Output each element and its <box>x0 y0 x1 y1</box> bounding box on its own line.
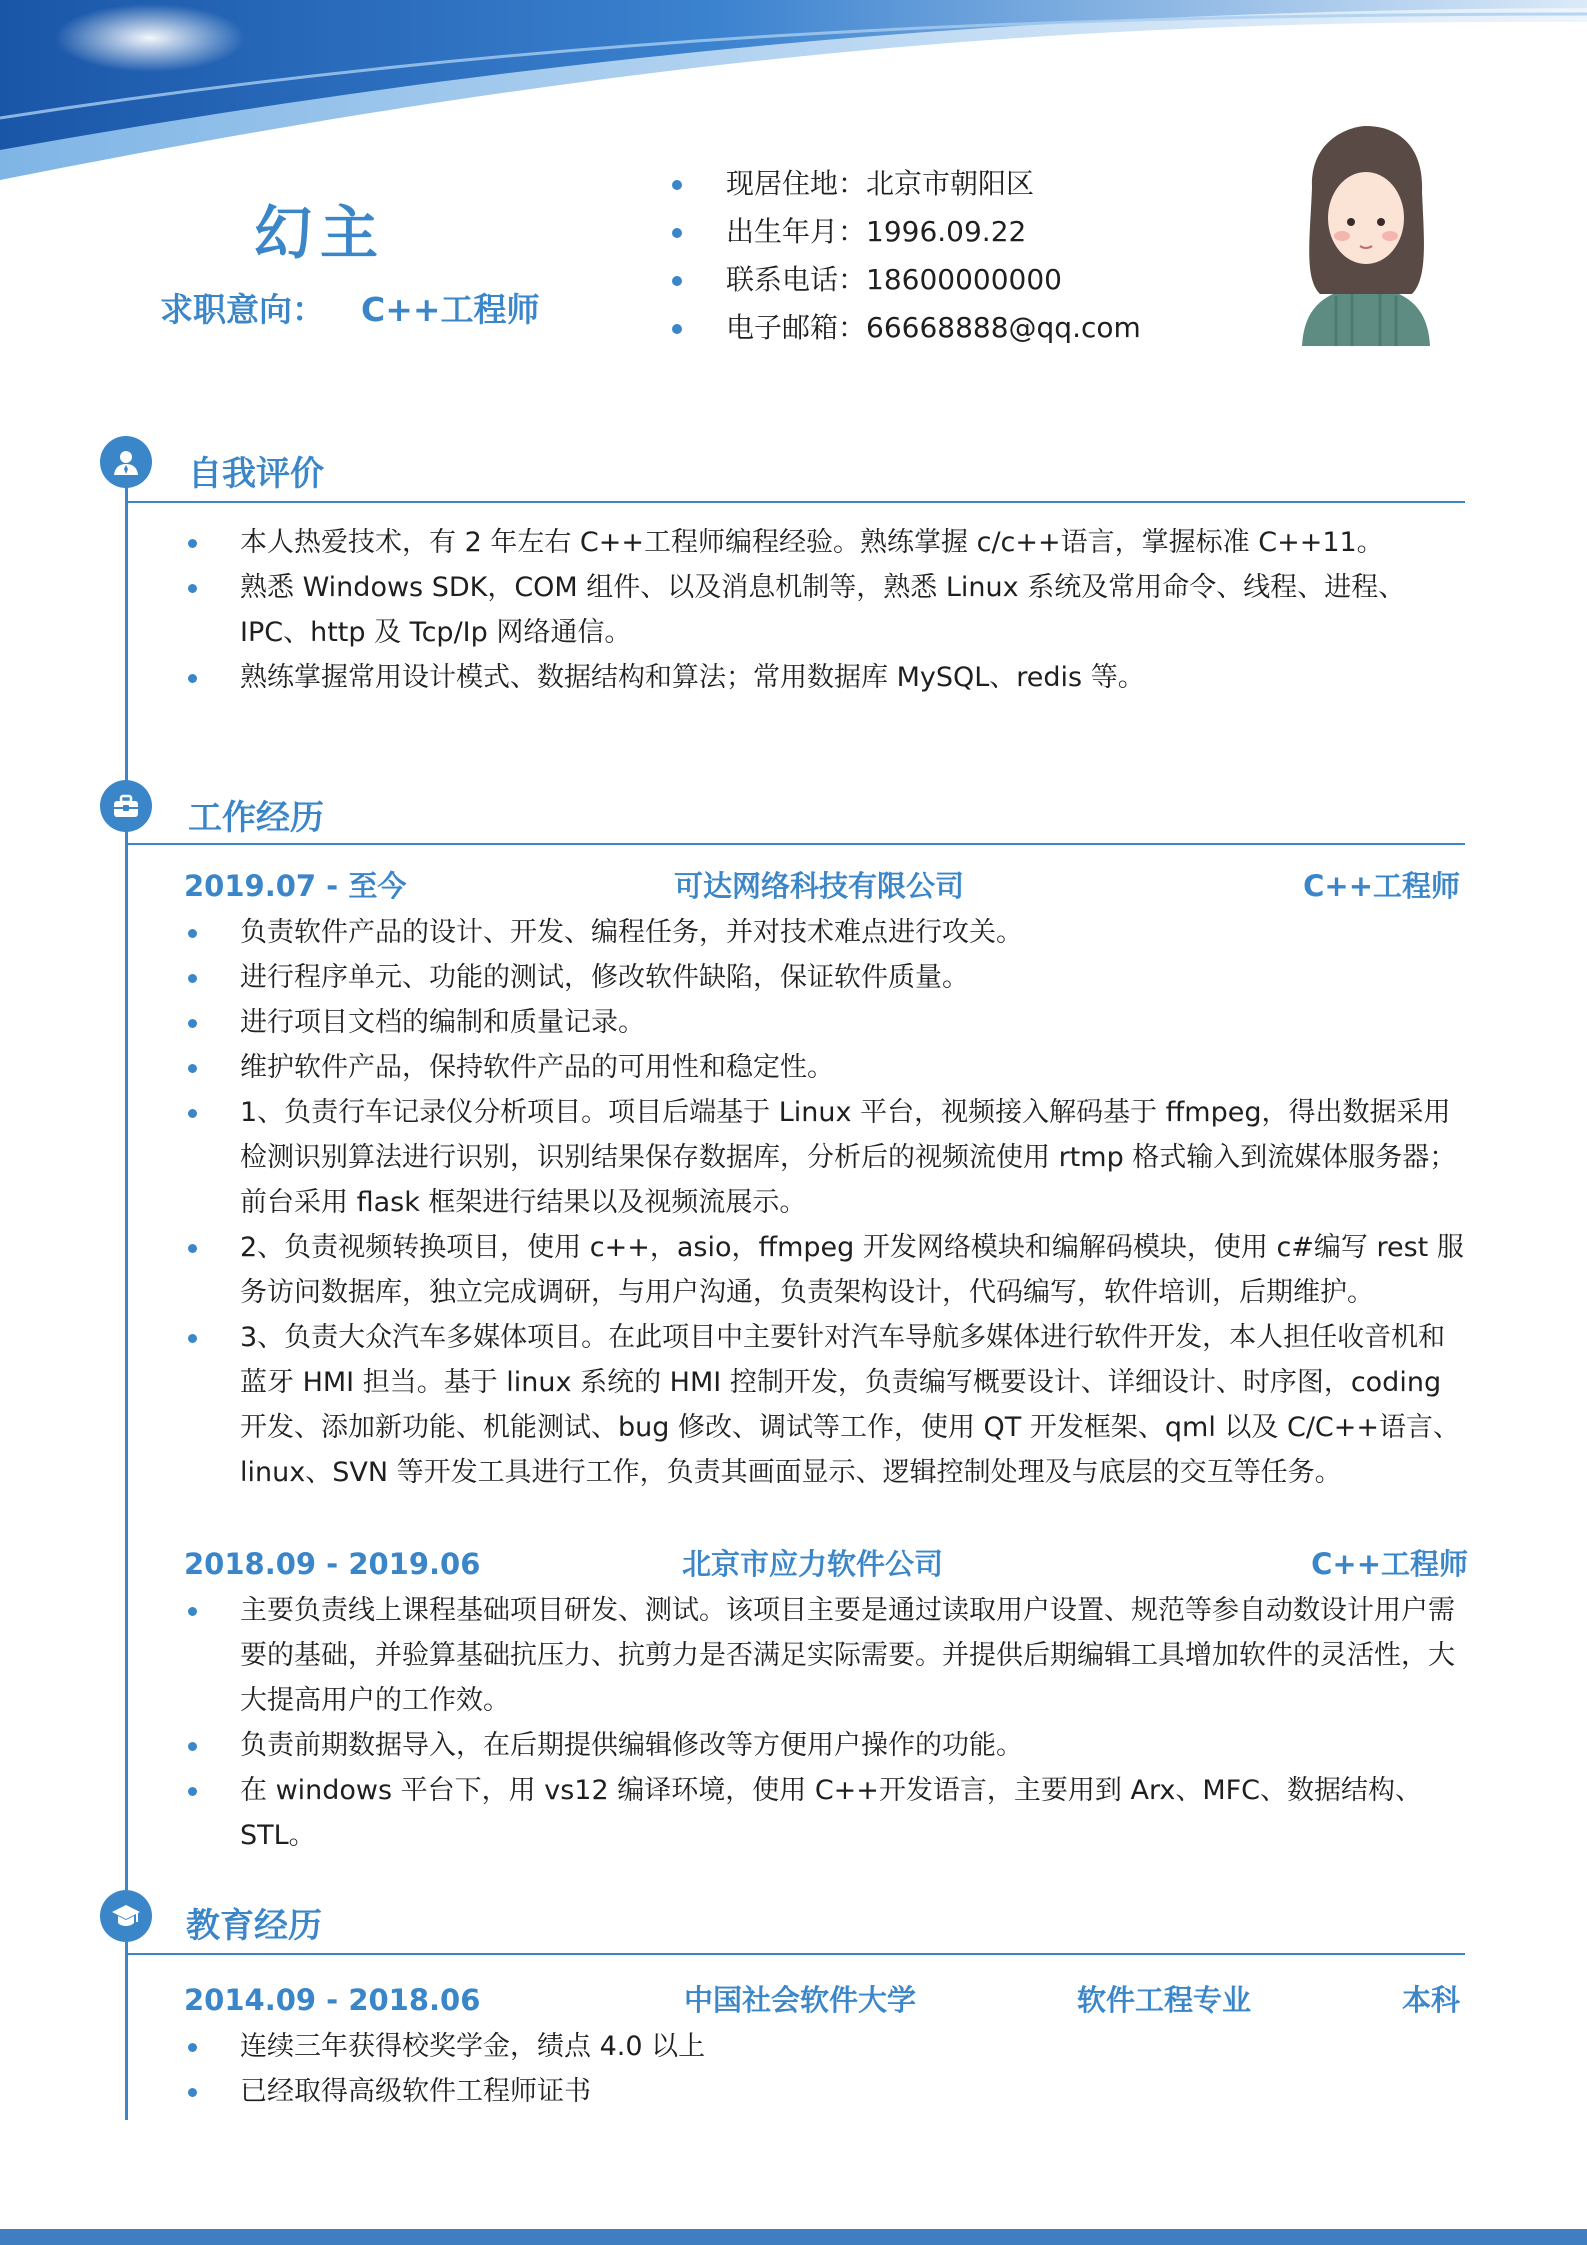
section-divider <box>128 843 1465 845</box>
self-evaluation-list <box>178 520 1468 700</box>
section-title-education: 教育经历 <box>186 1906 322 1946</box>
job-duties-list-2 <box>178 1588 1468 1858</box>
list-item: 熟悉 Windows SDK，COM 组件、以及消息机制等，熟悉 Linux 系统及常用命令、线程、进程、IPC、http 及 Tcp/Ip 网络通信。 <box>178 565 1468 655</box>
education-list <box>178 2024 1468 2114</box>
list-item: 3、负责大众汽车多媒体项目。在此项目中主要针对汽车导航多媒体进行软件开发，本人担任收音机和蓝牙 HMI 担当。基于 linux 系统的 HMI 控制开发，负责编写概要设计、详细设计、时序图，coding 开发、添加新功能、机能测试、bug 修改、调试等工作，使用 QT 开发框架、qml 以及 C/C++语言、linux、SVN 等开发工具进行工作，负责其画面显示、逻辑控制处理及与底层的交互等任务。 <box>178 1315 1468 1495</box>
avatar <box>1296 118 1436 346</box>
section-title-self: 自我评价 <box>188 454 324 494</box>
list-item: 进行项目文档的编制和质量记录。 <box>178 1000 1468 1045</box>
edu-school: 中国社会软件大学 <box>684 1983 917 2017</box>
list-item: 进行程序单元、功能的测试，修改软件缺陷，保证软件质量。 <box>178 955 1468 1000</box>
list-item: 主要负责线上课程基础项目研发、测试。该项目主要是通过读取用户设置、规范等参自动数设计用户需要的基础，并验算基础抗压力、抗剪力是否满足实际需要。并提供后期编辑工具增加软件的灵活性，大大提高用户的工作效。 <box>178 1588 1468 1723</box>
list-item: 已经取得高级软件工程师证书 <box>178 2069 1468 2114</box>
job-company: 可达网络科技有限公司 <box>674 869 965 903</box>
job-period: 2019.07 - 至今 <box>184 869 407 903</box>
timeline-line <box>125 460 128 2120</box>
job-header-1 <box>184 864 1460 908</box>
section-divider <box>128 1953 1465 1955</box>
job-intent-label: 求职意向： <box>160 290 325 329</box>
edu-period: 2014.09 - 2018.06 <box>184 1983 481 2017</box>
list-item: 在 windows 平台下，用 vs12 编译环境，使用 C++开发语言，主要用到 Arx、MFC、数据结构、STL。 <box>178 1768 1468 1858</box>
section-title-work: 工作经历 <box>188 798 324 838</box>
list-item: 负责软件产品的设计、开发、编程任务，并对技术难点进行攻关。 <box>178 910 1468 955</box>
list-item: 维护软件产品，保持软件产品的可用性和稳定性。 <box>178 1045 1468 1090</box>
graduation-cap-icon <box>100 1890 152 1942</box>
candidate-name: 幻主 <box>253 199 386 267</box>
info-birthdate: 出生年月：1996.09.22 <box>660 208 1280 256</box>
job-role: C++工程师 <box>1311 1547 1468 1581</box>
job-role: C++工程师 <box>1303 869 1460 903</box>
personal-info-list <box>660 160 1280 352</box>
job-intent <box>160 284 540 331</box>
person-icon <box>100 436 152 488</box>
list-item: 负责前期数据导入，在后期提供编辑修改等方便用户操作的功能。 <box>178 1723 1468 1768</box>
info-address: 现居住地：北京市朝阳区 <box>660 160 1280 208</box>
list-item: 本人热爱技术，有 2 年左右 C++工程师编程经验。熟练掌握 c/c++语言，掌握标准 C++11。 <box>178 520 1468 565</box>
edu-degree: 本科 <box>1401 1983 1460 2017</box>
info-phone: 联系电话：18600000000 <box>660 256 1280 304</box>
footer-bar <box>0 2229 1587 2245</box>
list-item: 1、负责行车记录仪分析项目。项目后端基于 Linux 平台，视频接入解码基于 ffmpeg，得出数据采用检测识别算法进行识别，识别结果保存数据库，分析后的视频流使用 rtmp 格式输入到流媒体服务器；前台采用 flask 框架进行结果以及视频流展示。 <box>178 1090 1468 1225</box>
job-period: 2018.09 - 2019.06 <box>184 1547 481 1581</box>
edu-major: 软件工程专业 <box>1077 1983 1252 2017</box>
list-item: 2、负责视频转换项目，使用 c++，asio，ffmpeg 开发网络模块和编解码模块，使用 c#编写 rest 服务访问数据库，独立完成调研，与用户沟通，负责架构设计，代码编写，软件培训，后期维护。 <box>178 1225 1468 1315</box>
section-divider <box>128 501 1465 503</box>
list-item: 连续三年获得校奖学金，绩点 4.0 以上 <box>178 2024 1468 2069</box>
job-duties-list-1 <box>178 910 1468 1495</box>
education-header <box>184 1978 1460 2022</box>
briefcase-icon <box>100 780 152 832</box>
job-intent-value: C++工程师 <box>361 290 540 329</box>
list-item: 熟练掌握常用设计模式、数据结构和算法；常用数据库 MySQL、redis 等。 <box>178 655 1468 700</box>
job-company: 北京市应力软件公司 <box>682 1547 944 1581</box>
job-header-2 <box>184 1542 1468 1586</box>
info-email: 电子邮箱：66668888@qq.com <box>660 304 1280 352</box>
